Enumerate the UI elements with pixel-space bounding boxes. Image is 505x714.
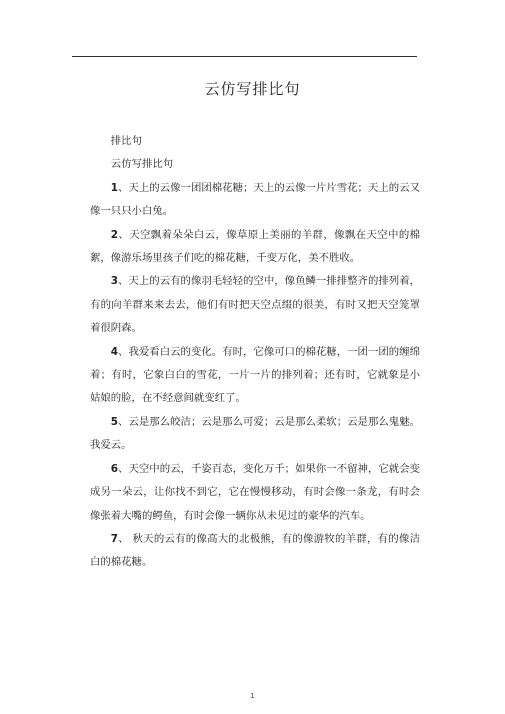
- document-body: [90, 130, 420, 575]
- item-number: 2: [110, 228, 119, 241]
- document-title: 云仿写排比句: [204, 80, 301, 98]
- item-number: 3: [110, 275, 119, 288]
- page-number: 1: [250, 692, 255, 700]
- item-text: 、云是那么皎洁；云是那么可爱；云是那么柔软；云是那么鬼魅。我爱云。: [90, 415, 420, 452]
- item-text: 、 秋天的云有的像高大的北极熊，有的像游牧的羊群，有的像洁白的棉花糖。: [90, 532, 420, 569]
- item-number: 1: [110, 181, 119, 194]
- item-text: 、天空飘着朵朵白云，像草原上美丽的羊群，像飘在天空中的棉絮，像游乐场里孩子们吃的棉花糖，千变万化，美不胜收。: [90, 228, 420, 265]
- header-rule: [72, 56, 417, 57]
- list-item: [90, 177, 420, 224]
- list-item: [90, 224, 420, 271]
- subtitle-topic: 云仿写排比句: [110, 158, 174, 171]
- item-number: 6: [110, 462, 119, 475]
- list-item: [90, 528, 420, 575]
- item-text: 、天上的云有的像羽毛轻轻的空中，像鱼鳞一排排整齐的排列着，有的向羊群来来去去，他们有时把天空点缀的很美，有时又把天空笼罩着很阴森。: [90, 275, 420, 335]
- subtitle-paralellism: 排比句: [110, 135, 142, 147]
- list-item: [90, 458, 420, 528]
- item-number: 5: [110, 415, 119, 428]
- list-item: [90, 411, 420, 458]
- list-item: [90, 341, 420, 411]
- item-text: 、天空中的云，千姿百态，变化万千；如果你一不留神，它就会变成另一朵云，让你找不到它，它在慢慢移动，有时会像一条龙，有时会像张着大嘴的鳄鱼，有时会像一辆你从未见过的豪华的汽车。: [90, 462, 420, 522]
- item-number: 7: [110, 532, 119, 545]
- list-item: [90, 270, 420, 340]
- item-text: 、我爱看白云的变化。有时，它像可口的棉花糖，一团一团的缠绵着；有时，它象白白的雪花，一片一片的排列着；还有时，它就象是小姑娘的脸，在不经意间就变红了。: [90, 345, 420, 405]
- item-text: 、天上的云像一团团棉花糖；天上的云像一片片雪花；天上的云又像一只只小白兔。: [90, 181, 420, 218]
- item-number: 4: [110, 345, 119, 358]
